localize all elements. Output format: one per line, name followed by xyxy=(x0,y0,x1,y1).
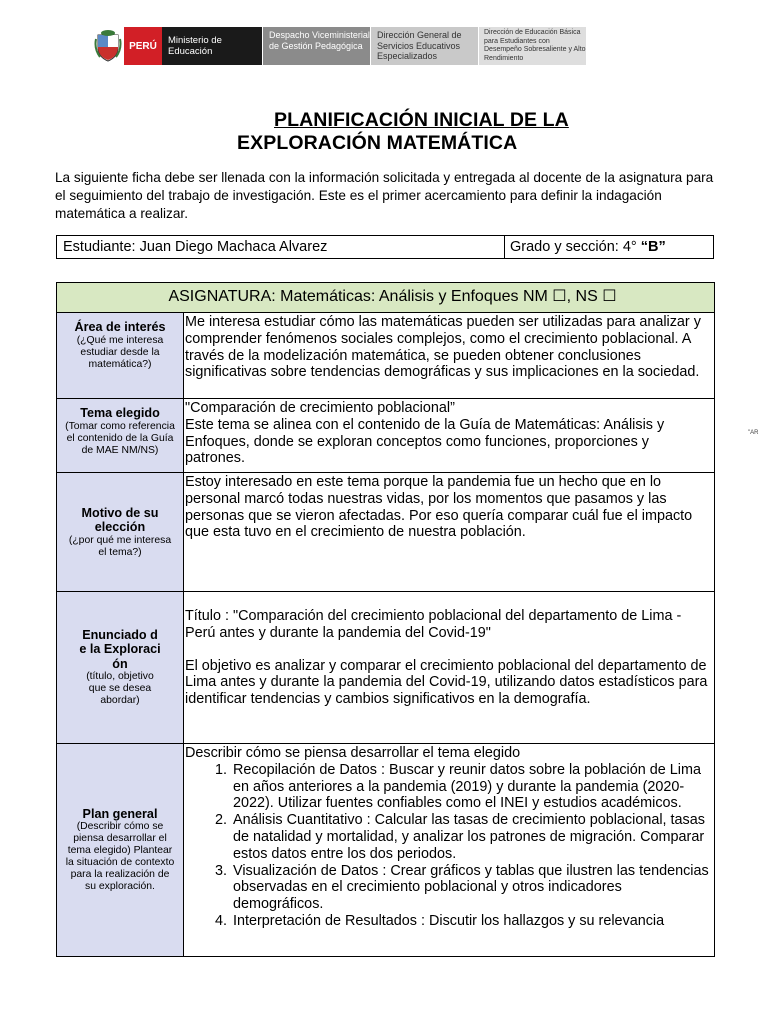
tema-quote: "Comparación de crecimiento poblacional” xyxy=(185,400,455,416)
row-subtitle: (¿Qué me interesa estudiar desde la matemática?) xyxy=(76,334,164,370)
row-content xyxy=(184,399,714,472)
grade-value: “B” xyxy=(640,239,666,255)
list-item: 3. Visualización de Datos : Crear gráficos y tablas que ilustren las tendencias observadas en el crecimiento poblacional y otros indicadores demográficos. xyxy=(231,863,712,913)
intro-paragraph: La siguiente ficha debe ser llenada con la información solicitada y entregada al docente de la asignatura para el seguimiento del trabajo de investigación. Este es el primer acercamiento para definir la indagación matemática a realizar. xyxy=(55,170,714,221)
list-item: 1. Recopilación de Datos : Buscar y reunir datos sobre la población de Lima en años anteriores a la pandemia (2019) y durante la pandemia (2020-2022). Utilizar fuentes confiables como el INEI y estudios académicos. xyxy=(231,762,712,812)
row-label-cell xyxy=(57,399,184,472)
row-label-cell xyxy=(57,473,184,591)
row-title: Tema elegido xyxy=(80,406,160,420)
ministry-label: Ministerio de Educación xyxy=(162,27,262,65)
peru-label: PERÚ xyxy=(124,27,162,65)
plan-intro: Describir cómo se piensa desarrollar el tema elegido xyxy=(185,745,521,761)
row-content xyxy=(184,313,714,398)
row-label-cell xyxy=(57,313,184,398)
student-name: Estudiante: Juan Diego Machaca Alvarez xyxy=(57,236,505,258)
row-subtitle: (¿por qué me interesa el tema?) xyxy=(68,534,172,558)
page-title-line1: PLANIFICACIÓN INICIAL DE LA xyxy=(274,109,569,131)
row-content xyxy=(184,473,714,591)
row-label-cell xyxy=(57,592,184,743)
row-content xyxy=(184,744,714,956)
header-banner xyxy=(92,27,586,65)
enunciado-title: Título : "Comparación del crecimiento poblacional del departamento de Lima - Perú antes y durante la pandemia del Covid-19" xyxy=(185,608,682,641)
direction-label: Dirección de Educación Básica para Estudiantes con Desempeño Sobresaliente y Alto Rendimiento xyxy=(478,27,586,65)
list-item: 4. Interpretación de Resultados : Discutir los hallazgos y su relevancia xyxy=(231,913,712,930)
row-subtitle: (Describir cómo se piensa desarrollar el tema elegido) Plantear la situación de contexto para la realización de su exploración. xyxy=(65,821,175,893)
row-label-cell xyxy=(57,744,184,956)
row-title: Motivo de su elección xyxy=(81,505,159,534)
row-title: Plan general xyxy=(82,806,158,821)
asignatura-header: ASIGNATURA: Matemáticas: Análisis y Enfoques NM ☐, NS ☐ xyxy=(57,283,714,313)
page-title-line2: EXPLORACIÓN MATEMÁTICA xyxy=(237,132,518,154)
vice-ministry-label: Despacho Viceministerial de Gestión Pedagógica xyxy=(262,27,370,65)
row-title: Área de interés xyxy=(74,320,166,334)
row-content xyxy=(184,592,714,743)
motivo-text: Estoy interesado en este tema porque la pandemia fue un hecho que en lo personal marcó todas nuestras vidas, por los momentos que pasamos y las personas que se vieron afectadas. Por eso quería comparar cuál fue el impacto que esta tuvo en el crecimiento de nuestra población. xyxy=(185,474,693,541)
row-motivo xyxy=(57,473,714,592)
row-tema-elegido xyxy=(57,399,714,473)
planning-table xyxy=(56,282,715,957)
coat-of-arms-icon xyxy=(92,27,124,65)
plan-list xyxy=(185,762,712,930)
row-title: Enunciado de la Exploración xyxy=(79,627,161,671)
row-plan-general xyxy=(57,744,714,956)
enunciado-objective: El objetivo es analizar y comparar el crecimiento poblacional del departamento de Lima antes y durante la pandemia del Covid-19, utilizando datos estadísticos para identificar tendencias y cambios significativos en la demografía. xyxy=(185,657,708,708)
list-item: 2. Análisis Cuantitativo : Calcular las tasas de crecimiento poblacional, tasas de natalidad y mortalidad, y analizar los patrones de migración. Comparar estos datos entre los dos periodos. xyxy=(231,812,712,862)
student-info-table xyxy=(56,235,714,259)
grade-prefix: Grado y sección: 4° xyxy=(510,239,641,255)
general-direction-label: Dirección General de Servicios Educativos Especializados xyxy=(370,27,478,65)
row-area-interes xyxy=(57,313,714,399)
grade-section xyxy=(505,236,713,258)
area-text: Me interesa estudiar cómo las matemáticas pueden ser utilizadas para analizar y comprender fenómenos sociales complejos, como el crecimiento poblacional. A través de la modelización matemática, se pueden obtener conclusiones significativas sobre tendencias demográficas y sus implicaciones en la sociedad. xyxy=(185,314,701,381)
tema-text: Este tema se alinea con el contenido de la Guía de Matemáticas: Análisis y Enfoques, donde se exploran conceptos como funciones, proporciones y patrones. xyxy=(185,416,665,467)
row-subtitle: (Tomar como referencia el contenido de la Guía de MAE NM/NS) xyxy=(65,420,175,456)
row-enunciado xyxy=(57,592,714,744)
row-subtitle: (título, objetivo que se desea abordar) xyxy=(86,671,154,707)
side-mark: "AR xyxy=(748,430,759,436)
